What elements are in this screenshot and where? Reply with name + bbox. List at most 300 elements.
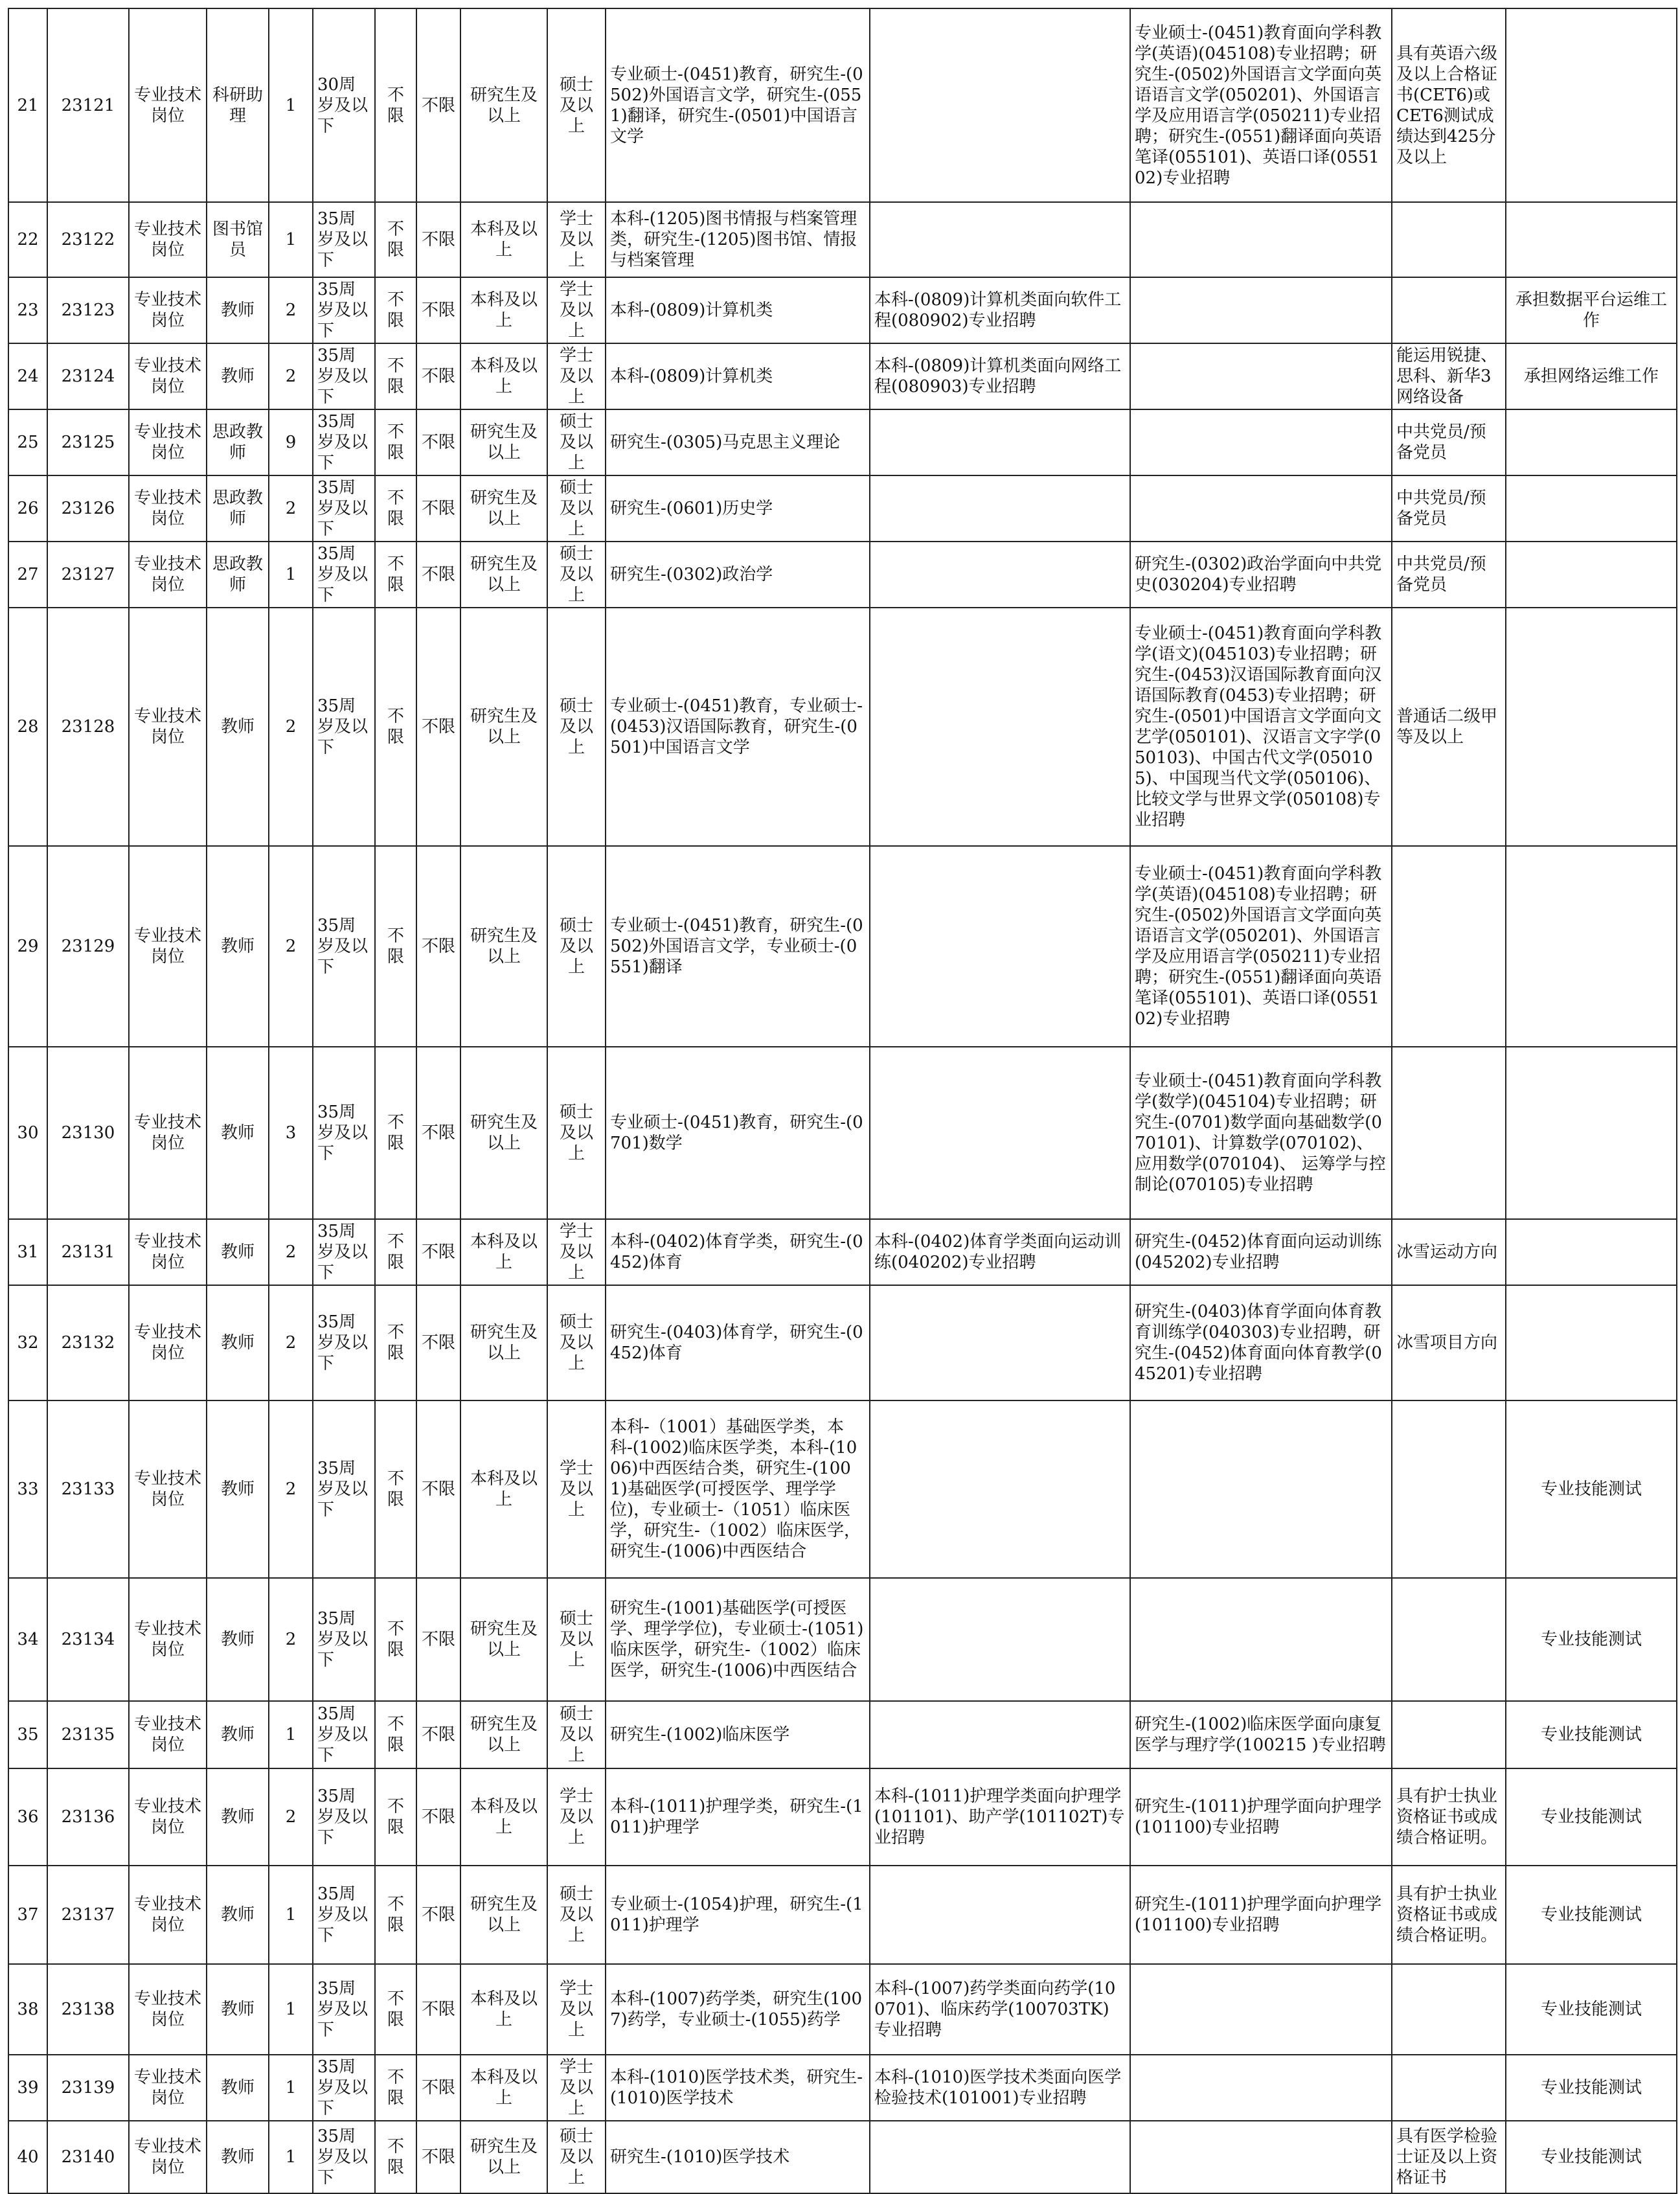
cell-grad-note bbox=[1130, 277, 1392, 343]
cell-position-type: 专业技术岗位 bbox=[129, 608, 207, 846]
table-row bbox=[8, 1768, 1677, 1866]
cell-age-limit: 35周岁及以下 bbox=[313, 1964, 375, 2055]
cell-remark: 承担数据平台运维工作 bbox=[1506, 277, 1677, 343]
cell-age-limit: 35周岁及以下 bbox=[313, 2055, 375, 2121]
cell-major: 专业硕士-(0451)教育，研究生-(0701)数学 bbox=[606, 1047, 870, 1219]
cell-undergrad-note bbox=[870, 1866, 1130, 1964]
cell-hire-count: 1 bbox=[269, 1964, 313, 2055]
cell-position-code: 23125 bbox=[47, 409, 129, 475]
cell-unrestricted-2: 不限 bbox=[416, 8, 460, 202]
cell-education: 本科及以上 bbox=[460, 1400, 547, 1578]
cell-remark: 专业技能测试 bbox=[1506, 1578, 1677, 1701]
cell-undergrad-note bbox=[870, 8, 1130, 202]
cell-unrestricted-2: 不限 bbox=[416, 608, 460, 846]
cell-age-limit: 35周岁及以下 bbox=[313, 343, 375, 409]
cell-unrestricted-2: 不限 bbox=[416, 846, 460, 1047]
cell-degree: 硕士及以上 bbox=[547, 409, 606, 475]
cell-row-number: 28 bbox=[8, 608, 47, 846]
cell-other-requirements bbox=[1392, 2055, 1506, 2121]
cell-major: 研究生-(0601)历史学 bbox=[606, 475, 870, 542]
cell-remark: 专业技能测试 bbox=[1506, 1964, 1677, 2055]
cell-education: 本科及以上 bbox=[460, 343, 547, 409]
cell-undergrad-note bbox=[870, 475, 1130, 542]
cell-remark: 专业技能测试 bbox=[1506, 2055, 1677, 2121]
cell-age-limit: 35周岁及以下 bbox=[313, 1866, 375, 1964]
cell-education: 研究生及以上 bbox=[460, 2121, 547, 2193]
cell-position-type: 专业技术岗位 bbox=[129, 1219, 207, 1285]
cell-position-type: 专业技术岗位 bbox=[129, 1400, 207, 1578]
cell-position-type: 专业技术岗位 bbox=[129, 1768, 207, 1866]
cell-education: 研究生及以上 bbox=[460, 542, 547, 608]
cell-unrestricted-2: 不限 bbox=[416, 2055, 460, 2121]
cell-hire-count: 1 bbox=[269, 542, 313, 608]
cell-position-code: 23124 bbox=[47, 343, 129, 409]
cell-position-code: 23131 bbox=[47, 1219, 129, 1285]
cell-position-code: 23135 bbox=[47, 1701, 129, 1768]
table-row bbox=[8, 202, 1677, 277]
table-row bbox=[8, 343, 1677, 409]
cell-undergrad-note: 本科-(1011)护理学类面向护理学(101101)、助产学(101102T)专业招聘 bbox=[870, 1768, 1130, 1866]
cell-age-limit: 35周岁及以下 bbox=[313, 1768, 375, 1866]
cell-hire-count: 9 bbox=[269, 409, 313, 475]
cell-hire-count: 2 bbox=[269, 475, 313, 542]
cell-post-name: 教师 bbox=[207, 1701, 269, 1768]
cell-unrestricted-2: 不限 bbox=[416, 1866, 460, 1964]
cell-education: 本科及以上 bbox=[460, 1768, 547, 1866]
cell-remark bbox=[1506, 409, 1677, 475]
cell-unrestricted-2: 不限 bbox=[416, 1768, 460, 1866]
cell-hire-count: 2 bbox=[269, 608, 313, 846]
cell-position-type: 专业技术岗位 bbox=[129, 1701, 207, 1768]
cell-age-limit: 35周岁及以下 bbox=[313, 1285, 375, 1400]
cell-row-number: 27 bbox=[8, 542, 47, 608]
cell-position-code: 23123 bbox=[47, 277, 129, 343]
cell-remark: 专业技能测试 bbox=[1506, 1866, 1677, 1964]
cell-undergrad-note bbox=[870, 1578, 1130, 1701]
cell-position-type: 专业技术岗位 bbox=[129, 2121, 207, 2193]
table-row bbox=[8, 2121, 1677, 2193]
cell-other-requirements: 中共党员/预备党员 bbox=[1392, 475, 1506, 542]
cell-post-name: 教师 bbox=[207, 343, 269, 409]
cell-degree: 硕士及以上 bbox=[547, 475, 606, 542]
cell-undergrad-note: 本科-(1010)医学技术类面向医学检验技术(101001)专业招聘 bbox=[870, 2055, 1130, 2121]
cell-degree: 硕士及以上 bbox=[547, 8, 606, 202]
cell-undergrad-note: 本科-(1007)药学类面向药学(100701)、临床药学(100703TK)专业招聘 bbox=[870, 1964, 1130, 2055]
cell-position-type: 专业技术岗位 bbox=[129, 343, 207, 409]
cell-education: 本科及以上 bbox=[460, 2055, 547, 2121]
cell-other-requirements bbox=[1392, 846, 1506, 1047]
cell-age-limit: 35周岁及以下 bbox=[313, 202, 375, 277]
cell-education: 研究生及以上 bbox=[460, 608, 547, 846]
table-row bbox=[8, 608, 1677, 846]
cell-grad-note bbox=[1130, 1400, 1392, 1578]
cell-grad-note: 研究生-(1011)护理学面向护理学(101100)专业招聘 bbox=[1130, 1768, 1392, 1866]
table-body bbox=[8, 8, 1677, 2193]
cell-undergrad-note bbox=[870, 1701, 1130, 1768]
table-row bbox=[8, 846, 1677, 1047]
cell-hire-count: 2 bbox=[269, 277, 313, 343]
cell-undergrad-note bbox=[870, 608, 1130, 846]
table-row bbox=[8, 277, 1677, 343]
cell-unrestricted-2: 不限 bbox=[416, 202, 460, 277]
cell-major: 专业硕士-(0451)教育，研究生-(0502)外国语言文学，研究生-(0551)翻译，研究生-(0501)中国语言文学 bbox=[606, 8, 870, 202]
cell-grad-note: 专业硕士-(0451)教育面向学科教学(英语)(045108)专业招聘；研究生-(0502)外国语言文学面向英语语言文学(050201)、外国语言学及应用语言学(050211)专业招聘；研究生-(0551)翻译面向英语笔译(055101)、英语口译(055102)专业招聘 bbox=[1130, 8, 1392, 202]
cell-unrestricted-2: 不限 bbox=[416, 1285, 460, 1400]
cell-position-code: 23129 bbox=[47, 846, 129, 1047]
table-row bbox=[8, 8, 1677, 202]
cell-row-number: 34 bbox=[8, 1578, 47, 1701]
cell-remark: 专业技能测试 bbox=[1506, 2121, 1677, 2193]
cell-degree: 学士及以上 bbox=[547, 1768, 606, 1866]
cell-remark bbox=[1506, 202, 1677, 277]
cell-age-limit: 35周岁及以下 bbox=[313, 608, 375, 846]
cell-unrestricted-1: 不限 bbox=[375, 1219, 416, 1285]
cell-education: 研究生及以上 bbox=[460, 475, 547, 542]
cell-major: 本科-（1001）基础医学类，本科-(1002)临床医学类，本科-(1006)中西医结合类，研究生-(1001)基础医学(可授医学、理学学位)，专业硕士-（1051）临床医学，研究生-（1002）临床医学，研究生-(1006)中西医结合 bbox=[606, 1400, 870, 1578]
table-row bbox=[8, 1866, 1677, 1964]
cell-unrestricted-2: 不限 bbox=[416, 277, 460, 343]
cell-position-code: 23138 bbox=[47, 1964, 129, 2055]
cell-age-limit: 35周岁及以下 bbox=[313, 1578, 375, 1701]
cell-unrestricted-1: 不限 bbox=[375, 1768, 416, 1866]
cell-other-requirements: 具有护士执业资格证书或成绩合格证明。 bbox=[1392, 1768, 1506, 1866]
cell-unrestricted-2: 不限 bbox=[416, 1047, 460, 1219]
cell-remark bbox=[1506, 542, 1677, 608]
cell-hire-count: 2 bbox=[269, 1285, 313, 1400]
table-row bbox=[8, 1578, 1677, 1701]
cell-undergrad-note: 本科-(0809)计算机类面向软件工程(080902)专业招聘 bbox=[870, 277, 1130, 343]
cell-grad-note: 专业硕士-(0451)教育面向学科教学(数学)(045104)专业招聘；研究生-(0701)数学面向基础数学(070101)、计算数学(070102)、应用数学(070104)、 运筹学与控制论(070105)专业招聘 bbox=[1130, 1047, 1392, 1219]
cell-undergrad-note bbox=[870, 1285, 1130, 1400]
cell-unrestricted-1: 不限 bbox=[375, 1701, 416, 1768]
cell-row-number: 30 bbox=[8, 1047, 47, 1219]
cell-post-name: 教师 bbox=[207, 277, 269, 343]
cell-major: 本科-(0809)计算机类 bbox=[606, 343, 870, 409]
cell-position-type: 专业技术岗位 bbox=[129, 1047, 207, 1219]
cell-education: 研究生及以上 bbox=[460, 1866, 547, 1964]
cell-unrestricted-1: 不限 bbox=[375, 1047, 416, 1219]
cell-degree: 硕士及以上 bbox=[547, 846, 606, 1047]
cell-degree: 硕士及以上 bbox=[547, 1285, 606, 1400]
cell-post-name: 教师 bbox=[207, 1047, 269, 1219]
cell-hire-count: 3 bbox=[269, 1047, 313, 1219]
cell-other-requirements bbox=[1392, 1400, 1506, 1578]
cell-post-name: 教师 bbox=[207, 1866, 269, 1964]
cell-undergrad-note bbox=[870, 409, 1130, 475]
cell-position-code: 23136 bbox=[47, 1768, 129, 1866]
cell-education: 研究生及以上 bbox=[460, 1047, 547, 1219]
cell-age-limit: 35周岁及以下 bbox=[313, 1047, 375, 1219]
cell-degree: 学士及以上 bbox=[547, 1400, 606, 1578]
cell-degree: 硕士及以上 bbox=[547, 608, 606, 846]
cell-unrestricted-2: 不限 bbox=[416, 1701, 460, 1768]
cell-major: 研究生-(0302)政治学 bbox=[606, 542, 870, 608]
cell-row-number: 22 bbox=[8, 202, 47, 277]
cell-position-type: 专业技术岗位 bbox=[129, 202, 207, 277]
cell-age-limit: 35周岁及以下 bbox=[313, 409, 375, 475]
cell-unrestricted-2: 不限 bbox=[416, 1964, 460, 2055]
cell-undergrad-note bbox=[870, 1047, 1130, 1219]
cell-unrestricted-1: 不限 bbox=[375, 202, 416, 277]
cell-position-code: 23132 bbox=[47, 1285, 129, 1400]
cell-other-requirements: 具有英语六级及以上合格证书(CET6)或CET6测试成绩达到425分及以上 bbox=[1392, 8, 1506, 202]
cell-position-code: 23139 bbox=[47, 2055, 129, 2121]
cell-major: 专业硕士-(0451)教育，研究生-(0502)外国语言文学，专业硕士-(0551)翻译 bbox=[606, 846, 870, 1047]
cell-position-type: 专业技术岗位 bbox=[129, 2055, 207, 2121]
cell-position-type: 专业技术岗位 bbox=[129, 409, 207, 475]
cell-unrestricted-1: 不限 bbox=[375, 1285, 416, 1400]
cell-degree: 硕士及以上 bbox=[547, 1578, 606, 1701]
cell-degree: 学士及以上 bbox=[547, 202, 606, 277]
cell-unrestricted-2: 不限 bbox=[416, 542, 460, 608]
cell-row-number: 38 bbox=[8, 1964, 47, 2055]
cell-age-limit: 30周岁及以下 bbox=[313, 8, 375, 202]
cell-grad-note bbox=[1130, 1964, 1392, 2055]
table-row bbox=[8, 1964, 1677, 2055]
cell-age-limit: 35周岁及以下 bbox=[313, 1400, 375, 1578]
cell-position-code: 23121 bbox=[47, 8, 129, 202]
cell-position-code: 23130 bbox=[47, 1047, 129, 1219]
cell-education: 研究生及以上 bbox=[460, 846, 547, 1047]
cell-education: 本科及以上 bbox=[460, 277, 547, 343]
cell-hire-count: 2 bbox=[269, 1578, 313, 1701]
cell-position-type: 专业技术岗位 bbox=[129, 475, 207, 542]
table-row bbox=[8, 1219, 1677, 1285]
cell-other-requirements bbox=[1392, 277, 1506, 343]
cell-hire-count: 1 bbox=[269, 1701, 313, 1768]
cell-unrestricted-2: 不限 bbox=[416, 475, 460, 542]
cell-grad-note bbox=[1130, 475, 1392, 542]
cell-row-number: 26 bbox=[8, 475, 47, 542]
cell-remark: 承担网络运维工作 bbox=[1506, 343, 1677, 409]
cell-age-limit: 35周岁及以下 bbox=[313, 542, 375, 608]
cell-post-name: 教师 bbox=[207, 1219, 269, 1285]
cell-position-code: 23126 bbox=[47, 475, 129, 542]
cell-post-name: 科研助理 bbox=[207, 8, 269, 202]
cell-major: 本科-(0402)体育学类，研究生-(0452)体育 bbox=[606, 1219, 870, 1285]
cell-age-limit: 35周岁及以下 bbox=[313, 2121, 375, 2193]
cell-row-number: 31 bbox=[8, 1219, 47, 1285]
cell-age-limit: 35周岁及以下 bbox=[313, 277, 375, 343]
cell-major: 研究生-(0305)马克思主义理论 bbox=[606, 409, 870, 475]
cell-major: 本科-(1010)医学技术类，研究生-(1010)医学技术 bbox=[606, 2055, 870, 2121]
cell-unrestricted-1: 不限 bbox=[375, 1400, 416, 1578]
cell-unrestricted-1: 不限 bbox=[375, 2121, 416, 2193]
cell-unrestricted-1: 不限 bbox=[375, 1964, 416, 2055]
cell-remark: 专业技能测试 bbox=[1506, 1400, 1677, 1578]
cell-post-name: 教师 bbox=[207, 2055, 269, 2121]
cell-education: 研究生及以上 bbox=[460, 409, 547, 475]
cell-row-number: 36 bbox=[8, 1768, 47, 1866]
cell-major: 研究生-(1010)医学技术 bbox=[606, 2121, 870, 2193]
cell-hire-count: 1 bbox=[269, 1866, 313, 1964]
cell-major: 专业硕士-(0451)教育，专业硕士-(0453)汉语国际教育，研究生-(0501)中国语言文学 bbox=[606, 608, 870, 846]
cell-other-requirements bbox=[1392, 202, 1506, 277]
cell-age-limit: 35周岁及以下 bbox=[313, 475, 375, 542]
cell-age-limit: 35周岁及以下 bbox=[313, 1701, 375, 1768]
cell-grad-note bbox=[1130, 343, 1392, 409]
cell-degree: 硕士及以上 bbox=[547, 542, 606, 608]
table-row bbox=[8, 2055, 1677, 2121]
cell-position-code: 23140 bbox=[47, 2121, 129, 2193]
cell-row-number: 37 bbox=[8, 1866, 47, 1964]
cell-degree: 学士及以上 bbox=[547, 343, 606, 409]
cell-degree: 硕士及以上 bbox=[547, 1047, 606, 1219]
cell-degree: 学士及以上 bbox=[547, 1219, 606, 1285]
cell-grad-note: 专业硕士-(0451)教育面向学科教学(语文)(045103)专业招聘；研究生-(0453)汉语国际教育面向汉语国际教育(0453)专业招聘；研究生-(0501)中国语言文学面向文艺学(050101)、汉语言文字学(050103)、中国古代文学(050105)、中国现当代文学(050106)、比较文学与世界文学(050108)专业招聘 bbox=[1130, 608, 1392, 846]
cell-unrestricted-1: 不限 bbox=[375, 608, 416, 846]
cell-unrestricted-1: 不限 bbox=[375, 475, 416, 542]
cell-degree: 硕士及以上 bbox=[547, 1701, 606, 1768]
cell-remark bbox=[1506, 608, 1677, 846]
cell-position-type: 专业技术岗位 bbox=[129, 8, 207, 202]
cell-remark bbox=[1506, 846, 1677, 1047]
cell-remark: 专业技能测试 bbox=[1506, 1768, 1677, 1866]
cell-row-number: 29 bbox=[8, 846, 47, 1047]
cell-hire-count: 2 bbox=[269, 846, 313, 1047]
cell-position-code: 23137 bbox=[47, 1866, 129, 1964]
cell-age-limit: 35周岁及以下 bbox=[313, 1219, 375, 1285]
cell-other-requirements bbox=[1392, 1701, 1506, 1768]
cell-post-name: 教师 bbox=[207, 1964, 269, 2055]
cell-other-requirements: 具有护士执业资格证书或成绩合格证明。 bbox=[1392, 1866, 1506, 1964]
cell-grad-note bbox=[1130, 2121, 1392, 2193]
cell-education: 研究生及以上 bbox=[460, 1285, 547, 1400]
cell-position-type: 专业技术岗位 bbox=[129, 1578, 207, 1701]
cell-major: 研究生-(1001)基础医学(可授医学、理学学位)，专业硕士-(1051)临床医学，研究生-（1002）临床医学，研究生-(1006)中西医结合 bbox=[606, 1578, 870, 1701]
cell-grad-note: 专业硕士-(0451)教育面向学科教学(英语)(045108)专业招聘；研究生-(0502)外国语言文学面向英语语言文学(050201)、外国语言学及应用语言学(050211)专业招聘；研究生-(0551)翻译面向英语笔译(055101)、英语口译(055102)专业招聘 bbox=[1130, 846, 1392, 1047]
cell-undergrad-note bbox=[870, 846, 1130, 1047]
cell-remark bbox=[1506, 1219, 1677, 1285]
cell-row-number: 33 bbox=[8, 1400, 47, 1578]
cell-position-code: 23127 bbox=[47, 542, 129, 608]
cell-hire-count: 2 bbox=[269, 343, 313, 409]
cell-other-requirements: 中共党员/预备党员 bbox=[1392, 542, 1506, 608]
cell-grad-note bbox=[1130, 202, 1392, 277]
recruitment-table bbox=[8, 8, 1677, 2194]
cell-undergrad-note bbox=[870, 202, 1130, 277]
cell-hire-count: 1 bbox=[269, 8, 313, 202]
cell-hire-count: 1 bbox=[269, 2121, 313, 2193]
table-row bbox=[8, 475, 1677, 542]
cell-position-code: 23128 bbox=[47, 608, 129, 846]
cell-education: 研究生及以上 bbox=[460, 8, 547, 202]
cell-age-limit: 35周岁及以下 bbox=[313, 846, 375, 1047]
cell-grad-note: 研究生-(0403)体育学面向体育教育训练学(040303)专业招聘，研究生-(0452)体育面向体育教学(045201)专业招聘 bbox=[1130, 1285, 1392, 1400]
cell-remark bbox=[1506, 8, 1677, 202]
cell-degree: 学士及以上 bbox=[547, 2055, 606, 2121]
cell-education: 研究生及以上 bbox=[460, 1701, 547, 1768]
cell-major: 本科-(0809)计算机类 bbox=[606, 277, 870, 343]
cell-education: 本科及以上 bbox=[460, 1219, 547, 1285]
cell-hire-count: 2 bbox=[269, 1768, 313, 1866]
cell-remark: 专业技能测试 bbox=[1506, 1701, 1677, 1768]
cell-post-name: 教师 bbox=[207, 608, 269, 846]
cell-hire-count: 2 bbox=[269, 1219, 313, 1285]
table-row bbox=[8, 1285, 1677, 1400]
cell-row-number: 23 bbox=[8, 277, 47, 343]
cell-row-number: 39 bbox=[8, 2055, 47, 2121]
cell-other-requirements: 具有医学检验士证及以上资格证书 bbox=[1392, 2121, 1506, 2193]
cell-other-requirements: 冰雪项目方向 bbox=[1392, 1285, 1506, 1400]
cell-other-requirements: 能运用锐捷、思科、新华3网络设备 bbox=[1392, 343, 1506, 409]
cell-degree: 学士及以上 bbox=[547, 1964, 606, 2055]
cell-row-number: 35 bbox=[8, 1701, 47, 1768]
cell-unrestricted-1: 不限 bbox=[375, 2055, 416, 2121]
cell-other-requirements: 冰雪运动方向 bbox=[1392, 1219, 1506, 1285]
cell-post-name: 教师 bbox=[207, 1768, 269, 1866]
cell-position-code: 23134 bbox=[47, 1578, 129, 1701]
cell-position-type: 专业技术岗位 bbox=[129, 1964, 207, 2055]
cell-row-number: 32 bbox=[8, 1285, 47, 1400]
cell-position-type: 专业技术岗位 bbox=[129, 277, 207, 343]
cell-post-name: 教师 bbox=[207, 2121, 269, 2193]
cell-undergrad-note: 本科-(0402)体育学类面向运动训练(040202)专业招聘 bbox=[870, 1219, 1130, 1285]
cell-post-name: 教师 bbox=[207, 1400, 269, 1578]
cell-unrestricted-1: 不限 bbox=[375, 277, 416, 343]
cell-unrestricted-1: 不限 bbox=[375, 343, 416, 409]
cell-major: 研究生-(0403)体育学，研究生-(0452)体育 bbox=[606, 1285, 870, 1400]
cell-unrestricted-1: 不限 bbox=[375, 846, 416, 1047]
cell-degree: 硕士及以上 bbox=[547, 2121, 606, 2193]
cell-grad-note bbox=[1130, 409, 1392, 475]
table-row bbox=[8, 1701, 1677, 1768]
cell-unrestricted-1: 不限 bbox=[375, 1866, 416, 1964]
cell-position-type: 专业技术岗位 bbox=[129, 542, 207, 608]
cell-position-type: 专业技术岗位 bbox=[129, 1866, 207, 1964]
cell-remark bbox=[1506, 1285, 1677, 1400]
cell-unrestricted-2: 不限 bbox=[416, 1400, 460, 1578]
cell-grad-note bbox=[1130, 1578, 1392, 1701]
cell-unrestricted-1: 不限 bbox=[375, 1578, 416, 1701]
cell-other-requirements bbox=[1392, 1047, 1506, 1219]
cell-hire-count: 1 bbox=[269, 2055, 313, 2121]
cell-other-requirements: 普通话二级甲等及以上 bbox=[1392, 608, 1506, 846]
cell-degree: 硕士及以上 bbox=[547, 1866, 606, 1964]
cell-major: 研究生-(1002)临床医学 bbox=[606, 1701, 870, 1768]
cell-other-requirements: 中共党员/预备党员 bbox=[1392, 409, 1506, 475]
cell-undergrad-note bbox=[870, 542, 1130, 608]
cell-post-name: 教师 bbox=[207, 846, 269, 1047]
cell-other-requirements bbox=[1392, 1964, 1506, 2055]
cell-grad-note: 研究生-(1002)临床医学面向康复医学与理疗学(100215 )专业招聘 bbox=[1130, 1701, 1392, 1768]
cell-post-name: 思政教师 bbox=[207, 475, 269, 542]
cell-hire-count: 2 bbox=[269, 1400, 313, 1578]
cell-post-name: 教师 bbox=[207, 1285, 269, 1400]
cell-major: 本科-(1011)护理学类，研究生-(1011)护理学 bbox=[606, 1768, 870, 1866]
cell-undergrad-note bbox=[870, 1400, 1130, 1578]
cell-grad-note: 研究生-(0452)体育面向运动训练(045202)专业招聘 bbox=[1130, 1219, 1392, 1285]
cell-undergrad-note bbox=[870, 2121, 1130, 2193]
cell-row-number: 21 bbox=[8, 8, 47, 202]
cell-education: 本科及以上 bbox=[460, 202, 547, 277]
cell-unrestricted-1: 不限 bbox=[375, 542, 416, 608]
cell-remark bbox=[1506, 1047, 1677, 1219]
cell-post-name: 思政教师 bbox=[207, 409, 269, 475]
cell-row-number: 24 bbox=[8, 343, 47, 409]
cell-education: 本科及以上 bbox=[460, 1964, 547, 2055]
cell-position-type: 专业技术岗位 bbox=[129, 846, 207, 1047]
cell-grad-note: 研究生-(1011)护理学面向护理学(101100)专业招聘 bbox=[1130, 1866, 1392, 1964]
table-row bbox=[8, 1047, 1677, 1219]
cell-unrestricted-2: 不限 bbox=[416, 1219, 460, 1285]
cell-unrestricted-2: 不限 bbox=[416, 343, 460, 409]
cell-post-name: 教师 bbox=[207, 1578, 269, 1701]
cell-position-type: 专业技术岗位 bbox=[129, 1285, 207, 1400]
cell-education: 研究生及以上 bbox=[460, 1578, 547, 1701]
cell-degree: 学士及以上 bbox=[547, 277, 606, 343]
cell-major: 专业硕士-(1054)护理，研究生-(1011)护理学 bbox=[606, 1866, 870, 1964]
